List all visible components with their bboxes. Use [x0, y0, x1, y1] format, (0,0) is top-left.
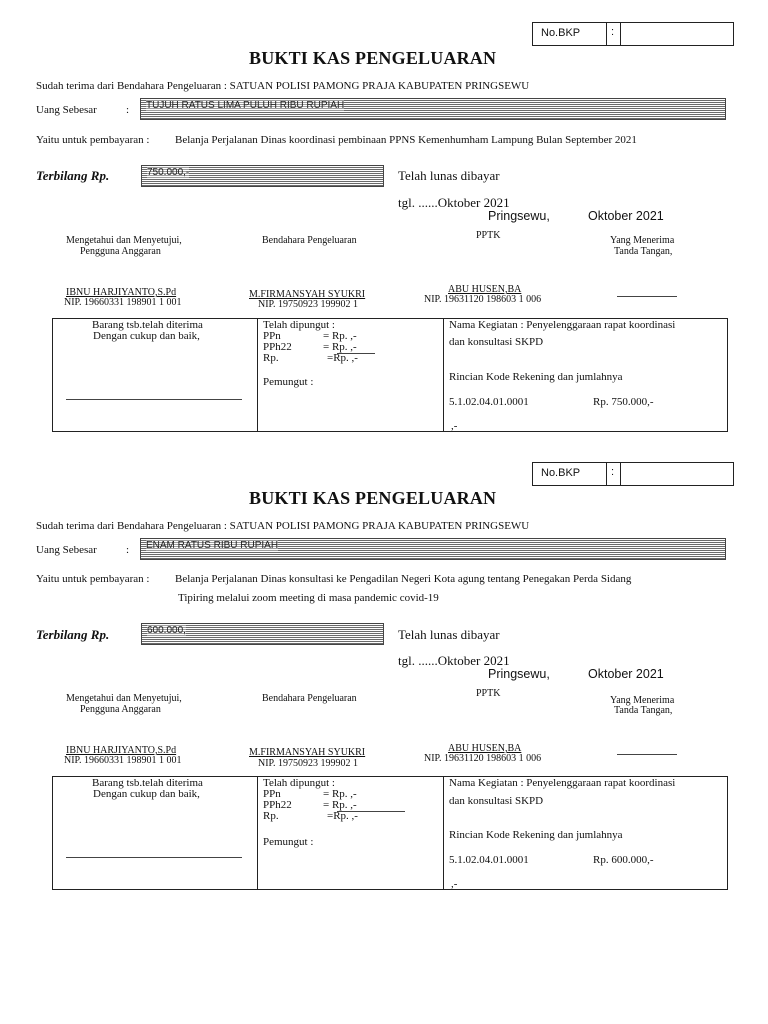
terbilang-field	[141, 623, 384, 645]
account-code: 5.1.02.04.01.0001	[449, 854, 529, 866]
no-bkp-value	[621, 463, 733, 485]
receiver-label: Yang Menerima	[610, 695, 675, 706]
no-bkp-value	[621, 23, 733, 45]
rp-label: Rp.	[263, 352, 279, 364]
goods-received: Barang tsb.telah diterima	[92, 777, 203, 789]
voucher-title: BUKTI KAS PENGELUARAN	[249, 48, 497, 68]
goods-signature-line	[66, 857, 242, 858]
purpose-text: Belanja Perjalanan Dinas koordinasi pembinaan PPNS Kemenhumham Lampung Bulan September 2021	[175, 134, 637, 146]
pptk-label: PPTK	[476, 688, 501, 699]
voucher-title: BUKTI KAS PENGELUARAN	[249, 488, 497, 508]
purpose-text-cont: Tipiring melalui zoom meeting di masa pandemic covid-19	[178, 592, 439, 604]
terbilang-label: Terbilang Rp.	[36, 168, 110, 183]
signer-3-name: ABU HUSEN,BA	[448, 743, 522, 754]
account-tail: ,-	[451, 878, 458, 890]
collector-label: Pemungut :	[263, 836, 314, 848]
no-bkp-colon: :	[607, 463, 621, 485]
activity-name: Nama Kegiatan : Penyelenggaraan rapat koordinasi	[449, 777, 676, 789]
rp-label: Rp.	[263, 810, 279, 822]
account-detail-label: Rincian Kode Rekening dan jumlahnya	[449, 371, 623, 383]
terbilang-label: Terbilang Rp.	[36, 627, 110, 642]
paid-text: Telah lunas dibayar	[398, 168, 500, 183]
amount-words: TUJUH RATUS LIMA PULUH RIBU RUPIAH	[146, 100, 345, 111]
amount-colon: :	[126, 544, 130, 556]
pph22-label: PPh22	[263, 341, 292, 353]
date-line: tgl. ......Oktober 2021	[398, 653, 510, 668]
signer-3-name: ABU HUSEN,BA	[448, 284, 522, 295]
signer-1-nip: NIP. 19660331 198901 1 001	[64, 755, 182, 766]
signer-1-nip: NIP. 19660331 198901 1 001	[64, 297, 182, 308]
signature-label: Tanda Tangan,	[614, 705, 673, 716]
treasurer-label: Bendahara Pengeluaran	[262, 235, 357, 246]
ppn-label: PPn	[263, 788, 281, 800]
goods-received: Barang tsb.telah diterima	[92, 319, 203, 331]
amount-label: Uang Sebesar	[36, 544, 97, 556]
no-bkp-box	[532, 22, 734, 46]
rp-value: =Rp. ,-	[327, 810, 358, 822]
details-table	[52, 776, 728, 890]
account-amount: Rp. 750.000,-	[593, 396, 654, 408]
account-code: 5.1.02.04.01.0001	[449, 396, 529, 408]
signer-3-nip: NIP. 19631120 198603 1 006	[424, 294, 542, 305]
goods-condition: Dengan cukup dan baik,	[93, 788, 200, 800]
ppn-value: = Rp. ,-	[323, 330, 357, 342]
signature-label: Tanda Tangan,	[614, 246, 673, 257]
budget-user-label: Pengguna Anggaran	[80, 704, 161, 715]
terbilang-value: 600.000,	[147, 625, 186, 636]
date-month: Oktober 2021	[588, 667, 664, 681]
no-bkp-label: No.BKP	[533, 463, 607, 485]
terbilang-field	[141, 165, 384, 187]
amount-label: Uang Sebesar	[36, 104, 97, 116]
pph22-label: PPh22	[263, 799, 292, 811]
no-bkp-box	[532, 462, 734, 486]
collector-label: Pemungut :	[263, 376, 314, 388]
receiver-signature-line	[617, 754, 677, 755]
no-bkp-colon: :	[607, 23, 621, 45]
received-from: Sudah terima dari Bendahara Pengeluaran : SATUAN POLISI PAMONG PRAJA KABUPATEN PRINGSEWU	[36, 80, 530, 92]
purpose-label: Yaitu untuk pembayaran :	[36, 573, 150, 585]
signer-2-name: M.FIRMANSYAH SYUKRI	[249, 289, 366, 300]
receiver-signature-line	[617, 296, 677, 297]
amount-words: ENAM RATUS RIBU RUPIAH	[146, 540, 279, 551]
signer-2-name: M.FIRMANSYAH SYUKRI	[249, 747, 366, 758]
signer-2-nip: NIP. 19750923 199902 1	[258, 758, 359, 769]
date-line: tgl. ......Oktober 2021	[398, 195, 510, 210]
pptk-label: PPTK	[476, 230, 501, 241]
purpose-label: Yaitu untuk pembayaran :	[36, 134, 150, 146]
received-from: Sudah terima dari Bendahara Pengeluaran : SATUAN POLISI PAMONG PRAJA KABUPATEN PRINGSEWU	[36, 520, 530, 532]
voucher-1	[0, 0, 768, 450]
signer-3-nip: NIP. 19631120 198603 1 006	[424, 753, 542, 764]
amount-words-field	[140, 98, 726, 120]
tax-heading: Telah dipungut :	[263, 777, 335, 789]
activity-name: Nama Kegiatan : Penyelenggaraan rapat koordinasi	[449, 319, 676, 331]
signer-2-nip: NIP. 19750923 199902 1	[258, 299, 359, 310]
pph22-value: = Rp. ,-	[323, 799, 357, 811]
approval-label: Mengetahui dan Menyetujui,	[66, 235, 182, 246]
budget-user-label: Pengguna Anggaran	[80, 246, 161, 257]
pph22-value: = Rp. ,-	[323, 341, 357, 353]
ppn-label: PPn	[263, 330, 281, 342]
account-tail: ,-	[451, 420, 458, 432]
amount-colon: :	[126, 104, 130, 116]
place: Pringsewu,	[488, 209, 550, 223]
voucher-2	[0, 440, 768, 890]
account-detail-label: Rincian Kode Rekening dan jumlahnya	[449, 829, 623, 841]
terbilang-value: 750.000,-	[147, 167, 190, 178]
account-amount: Rp. 600.000,-	[593, 854, 654, 866]
paid-text: Telah lunas dibayar	[398, 627, 500, 642]
ppn-value: = Rp. ,-	[323, 788, 357, 800]
amount-words-field	[140, 538, 726, 560]
goods-condition: Dengan cukup dan baik,	[93, 330, 200, 342]
place: Pringsewu,	[488, 667, 550, 681]
details-table	[52, 318, 728, 432]
rp-value: =Rp. ,-	[327, 352, 358, 364]
activity-name-cont: dan konsultasi SKPD	[449, 795, 544, 807]
goods-signature-line	[66, 399, 242, 400]
treasurer-label: Bendahara Pengeluaran	[262, 693, 357, 704]
signer-1-name: IBNU HARJIYANTO,S.Pd	[66, 745, 177, 756]
no-bkp-label: No.BKP	[533, 23, 607, 45]
date-month: Oktober 2021	[588, 209, 664, 223]
signer-1-name: IBNU HARJIYANTO,S.Pd	[66, 287, 177, 298]
activity-name-cont: dan konsultasi SKPD	[449, 336, 544, 348]
receiver-label: Yang Menerima	[610, 235, 675, 246]
tax-heading: Telah dipungut :	[263, 319, 335, 331]
approval-label: Mengetahui dan Menyetujui,	[66, 693, 182, 704]
purpose-text: Belanja Perjalanan Dinas konsultasi ke Pengadilan Negeri Kota agung tentang Penegakan Perda Sidang	[175, 573, 632, 585]
